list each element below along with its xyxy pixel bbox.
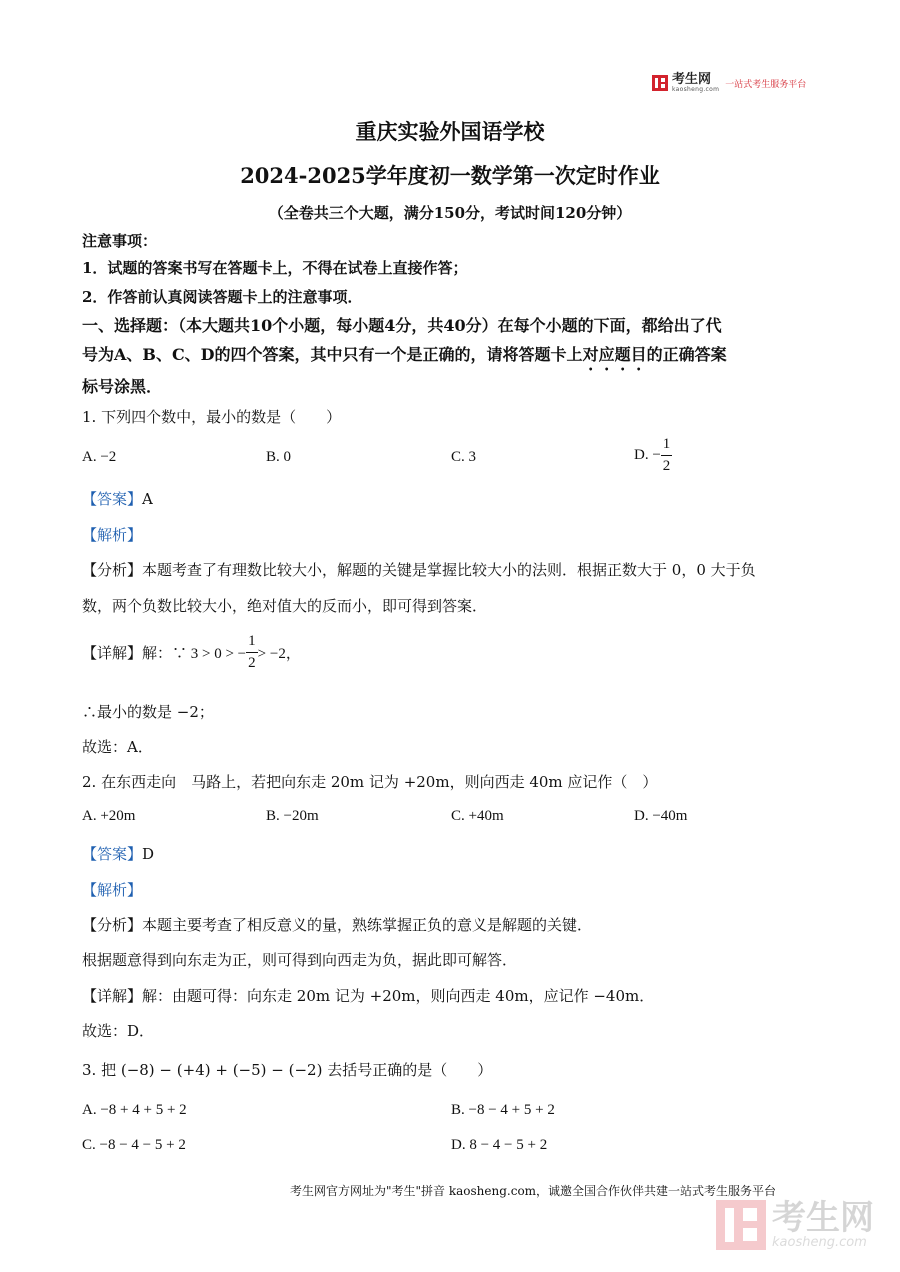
q2-analysis-tag: 【解析】 bbox=[82, 881, 143, 899]
fraction-denominator: 2 bbox=[662, 458, 671, 474]
q1-fenxi-line-1 bbox=[82, 559, 756, 580]
q1-option-a: A. −2 bbox=[82, 449, 117, 465]
detail-tag: 【详解】 bbox=[82, 987, 143, 1005]
q2-detail bbox=[82, 985, 654, 1006]
q1-analysis-tag: 【解析】 bbox=[82, 526, 143, 544]
q1-answer bbox=[82, 488, 153, 509]
q2-option-b: B. −20m bbox=[266, 808, 319, 824]
detail-post: > −2， bbox=[257, 646, 301, 662]
q2-option-c: C. +40m bbox=[451, 808, 504, 824]
exam-title: 2024-2025学年度初一数学第一次定时作业 bbox=[240, 163, 660, 188]
q2-fenxi-line-1 bbox=[82, 914, 592, 935]
answer-value: A bbox=[142, 490, 153, 508]
q3-option-a: A. −8 + 4 + 5 + 2 bbox=[82, 1102, 187, 1118]
intro-line-2-part-a: 号为A、B、C、D的四个答案，其中只有一个是正确的，请将答题卡上 bbox=[82, 345, 583, 364]
section-1-intro-line-2 bbox=[82, 342, 727, 374]
fraction-numerator: 1 bbox=[661, 437, 673, 456]
q1-choice: 故选：A． bbox=[82, 738, 153, 756]
watermark-logo-icon bbox=[716, 1200, 766, 1250]
fenxi-tag: 【分析】 bbox=[82, 561, 143, 579]
q1-detail bbox=[82, 634, 301, 671]
section-1-intro-line-3: 标号涂黑． bbox=[82, 377, 163, 396]
detail-pre: 解：∵ 3 > 0 > − bbox=[142, 646, 247, 662]
q3-option-c: C. −8 − 4 − 5 + 2 bbox=[82, 1137, 186, 1153]
logo-domain: kaosheng.com bbox=[672, 86, 720, 93]
answer-tag: 【答案】 bbox=[82, 845, 143, 863]
fraction-denominator: 2 bbox=[248, 655, 256, 671]
site-logo bbox=[652, 73, 806, 93]
q3-option-b: B. −8 − 4 + 5 + 2 bbox=[451, 1102, 555, 1118]
detail-tag: 【详解】 bbox=[82, 646, 143, 662]
q1-option-d-fraction bbox=[661, 437, 673, 474]
q3-stem: 3. 把 (−8) − (+4) + (−5) − (−2) 去括号正确的是（ ） bbox=[82, 1061, 493, 1079]
fenxi-tag: 【分析】 bbox=[82, 916, 143, 934]
watermark-domain: kaosheng.com bbox=[772, 1234, 867, 1250]
detail-text: 解：由题可得：向东走 20m 记为 +20m，则向西走 40m，应记作 −40m． bbox=[142, 987, 655, 1005]
q2-choice: 故选：D． bbox=[82, 1022, 155, 1040]
intro-line-2-part-c: 的正确答案 bbox=[646, 345, 727, 364]
q1-stem: 1. 下列四个数中，最小的数是（ ） bbox=[82, 408, 342, 426]
exam-subtitle: （全卷共三个大题，满分150分，考试时间120分钟） bbox=[268, 204, 632, 222]
answer-value: D bbox=[142, 845, 155, 863]
q2-answer bbox=[82, 843, 154, 864]
logo-slogan: 一站式考生服务平台 bbox=[725, 79, 807, 90]
logo-name: 考生网 bbox=[672, 72, 712, 87]
fraction-numerator: 1 bbox=[246, 634, 258, 653]
answer-tag: 【答案】 bbox=[82, 490, 143, 508]
q1-conclusion: ∴最小的数是 −2； bbox=[82, 703, 214, 721]
watermark bbox=[716, 1197, 874, 1250]
q1-fenxi-line-2: 数，两个负数比较大小，绝对值大的反而小，即可得到答案． bbox=[82, 597, 488, 615]
q2-stem: 2. 在东西走向 马路上，若把向东走 20m 记为 +20m，则向西走 40m 应记作（ ） bbox=[82, 773, 658, 791]
fenxi-text: 本题考查了有理数比较大小，解题的关键是掌握比较大小的法则．根据正数大于 0，0 大于负 bbox=[142, 561, 756, 579]
q2-fenxi-line-2: 根据题意得到向东走为正，则可得到向西走为负，据此即可解答． bbox=[82, 951, 518, 969]
q1-option-d-label: D. − bbox=[634, 447, 661, 463]
q2-option-d: D. −40m bbox=[634, 808, 688, 824]
footer-text: 考生网官方网址为"考生"拼音 kaosheng.com，诚邀全国合作伙伴共建一站式考生服务平台 bbox=[290, 1184, 777, 1198]
notice-item-2: 2．作答前认真阅读答题卡上的注意事项． bbox=[82, 288, 363, 306]
fenxi-text: 本题主要考查了相反意义的量，熟练掌握正负的意义是解题的关键． bbox=[142, 916, 593, 934]
school-name: 重庆实验外国语学校 bbox=[355, 119, 545, 144]
q1-option-d bbox=[634, 437, 672, 474]
detail-fraction bbox=[246, 634, 258, 671]
notice-heading: 注意事项： bbox=[82, 232, 158, 250]
q1-option-b: B. 0 bbox=[266, 449, 292, 465]
logo-mark-icon bbox=[652, 75, 668, 91]
q1-option-c: C. 3 bbox=[451, 449, 477, 465]
q3-option-d: D. 8 − 4 − 5 + 2 bbox=[451, 1137, 548, 1153]
intro-emphasis: 对应题目 bbox=[582, 345, 647, 364]
notice-item-1: 1．试题的答案书写在答题卡上，不得在试卷上直接作答； bbox=[82, 259, 468, 277]
q2-option-a: A. +20m bbox=[82, 808, 136, 824]
section-1-intro-line-1: 一、选择题：（本大题共10个小题，每小题4分，共40分）在每个小题的下面，都给出了代 bbox=[82, 316, 722, 335]
watermark-name: 考生网 bbox=[772, 1197, 874, 1238]
